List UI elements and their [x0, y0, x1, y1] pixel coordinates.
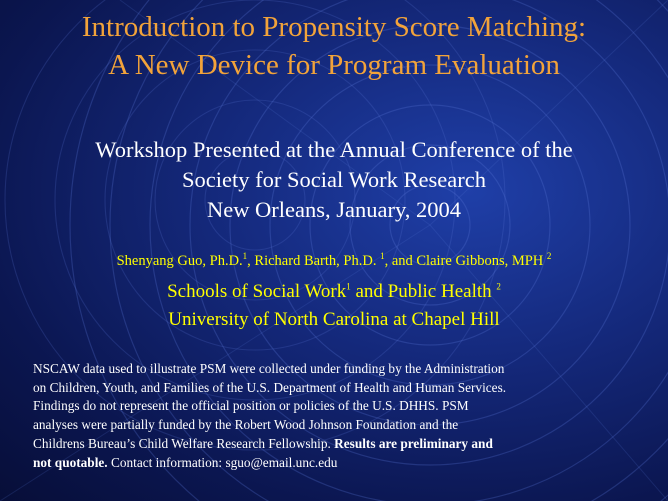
authors: [0, 251, 668, 271]
schools-text-2: and Public Health: [350, 281, 497, 302]
not-quotable-notice: not quotable.: [33, 454, 108, 470]
author-sup-3: 2: [546, 251, 552, 262]
funding-line-1: NSCAW data used to illustrate PSM were collected under funding by the Administration: [33, 361, 505, 376]
funding-line-2: on Children, Youth, and Families of the U.S. Department of Health and Human Services.: [33, 379, 507, 395]
preliminary-notice: Results are preliminary and: [334, 435, 493, 451]
title-line-2: A New Device for Program Evaluation: [108, 49, 560, 81]
workshop-line-1: Workshop Presented at the Annual Conference of the: [95, 137, 573, 162]
author-text-1: Shenyang Guo, Ph.D.: [116, 253, 243, 269]
workshop-line-3: New Orleans, January, 2004: [206, 197, 462, 222]
author-text-3: , and Claire Gibbons, MPH: [384, 253, 547, 269]
title-line-1: Introduction to Propensity Score Matching:: [81, 11, 587, 43]
funding-line-5: [33, 435, 643, 454]
contact-information: Contact information: sguo@email.unc.edu: [107, 454, 338, 470]
author-sup-1: 1: [242, 251, 248, 262]
funding-line-4: analyses were partially funded by the Robert Wood Johnson Foundation and the: [33, 417, 459, 433]
funding-note: [33, 360, 643, 472]
schools-sup-2: 2: [496, 281, 501, 292]
workshop-info: [0, 135, 668, 225]
workshop-line-2: Society for Social Work Research: [182, 167, 486, 192]
funding-line-3: Findings do not represent the official position or policies of the U.S. DHHS. PSM: [33, 398, 469, 414]
author-sup-2: 1: [380, 251, 385, 262]
schools-text: Schools of Social Work: [167, 281, 347, 302]
funding-line-5-text: Childrens Bureau’s Child Welfare Research Fellowship.: [33, 435, 335, 451]
funding-line-6: [33, 454, 643, 473]
author-text-2: , Richard Barth, Ph.D.: [247, 253, 381, 269]
schools-sup-1: 1: [346, 281, 351, 292]
affiliation: [0, 278, 668, 334]
affiliation-university: University of North Carolina at Chapel Hill: [168, 309, 500, 330]
affiliation-schools: [0, 278, 668, 306]
slide-title: [0, 8, 668, 84]
